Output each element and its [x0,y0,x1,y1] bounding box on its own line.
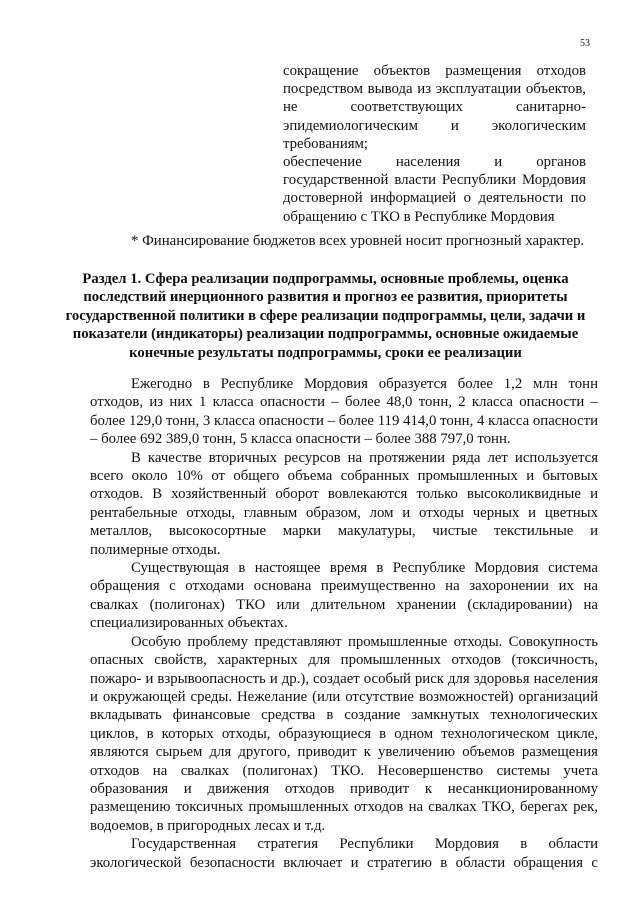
body-paragraph: Ежегодно в Республике Мордовия образуется более 1,2 млн тонн отходов, из них 1 класса опасности – более 48,0 тонн, 2 класса опасности – более 129,0 тонн, 3 класса опасности – более 119 414,0 тонн, 4 класса опасности – более 692 389,0 тонн, 5 класса опасности – более 388 797,0 тонн. [90,376,598,448]
body-paragraph: В качестве вторичных ресурсов на протяжении ряда лет используется всего около 10% от общего объема собранных промышленных и бытовых отходов. В хозяйственный оборот вовлекаются только высоколиквидные и рентабельные отходы, главным образом, лом и отходы черных и цветных металлов, высокосортные марки макулатуры, чистые текстильные и полимерные отходы. [90,449,598,558]
body-text [90,375,598,872]
table-paragraph: обеспечение населения и органов государственной власти Республики Мордовия достоверной информацией о деятельности по обращению с ТКО в Республике Мордовия [283,154,586,225]
footnote: * Финансирование бюджетов всех уровней носит прогнозный характер. [131,233,585,249]
section-heading: Раздел 1. Сфера реализации подпрограммы, основные проблемы, оценка последствий инерционного развития и прогноз ее развития, приоритеты государственной политики в сфере реализации подпрограммы, цели, задачи и показатели (индикаторы) реализации подпрограммы, основные ожидаемые конечные результаты подпрограммы, сроки ее реализации [65,271,586,361]
body-paragraph: Особую проблему представляют промышленные отходы. Совокупность опасных свойств, характерных для промышленных отходов (токсичность, пожаро- и взрывоопасность и др.), создает особый риск для здоровья населения и окружающей среды. Нежелание (или отсутствие возможностей) организаций вкладывать финансовые средства в создание замкнутых технологических циклов, в которых отходы, образующиеся в одном технологическом цикле, являются сырьем для другого, приводит к увеличению объемов размещения отходов на свалках (полигонах) ТКО. Несовершенство системы учета образования и движения отходов приводит к несанкционированному размещению токсичных промышленных отходов на свалках ТКО, берегах рек, водоемов, в пригородных лесах и т.д. [90,633,598,834]
table-continuation-cell [283,62,586,226]
table-paragraph: сокращение объектов размещения отходов посредством вывода из эксплуатации объектов, не соответствующих санитарно-эпидемиологическим и экологическим требованиям; [283,63,586,152]
page-number: 53 [580,38,590,49]
body-paragraph: Государственная стратегия Республики Мордовия в области экологической безопасности включает и стратегию в области обращения с [90,836,598,871]
body-paragraph: Существующая в настоящее время в Республике Мордовия система обращения с отходами основана преимущественно на захоронении их на свалках (полигонах) ТКО или длительном хранении (складировании) на специализированных объектах. [90,560,598,632]
